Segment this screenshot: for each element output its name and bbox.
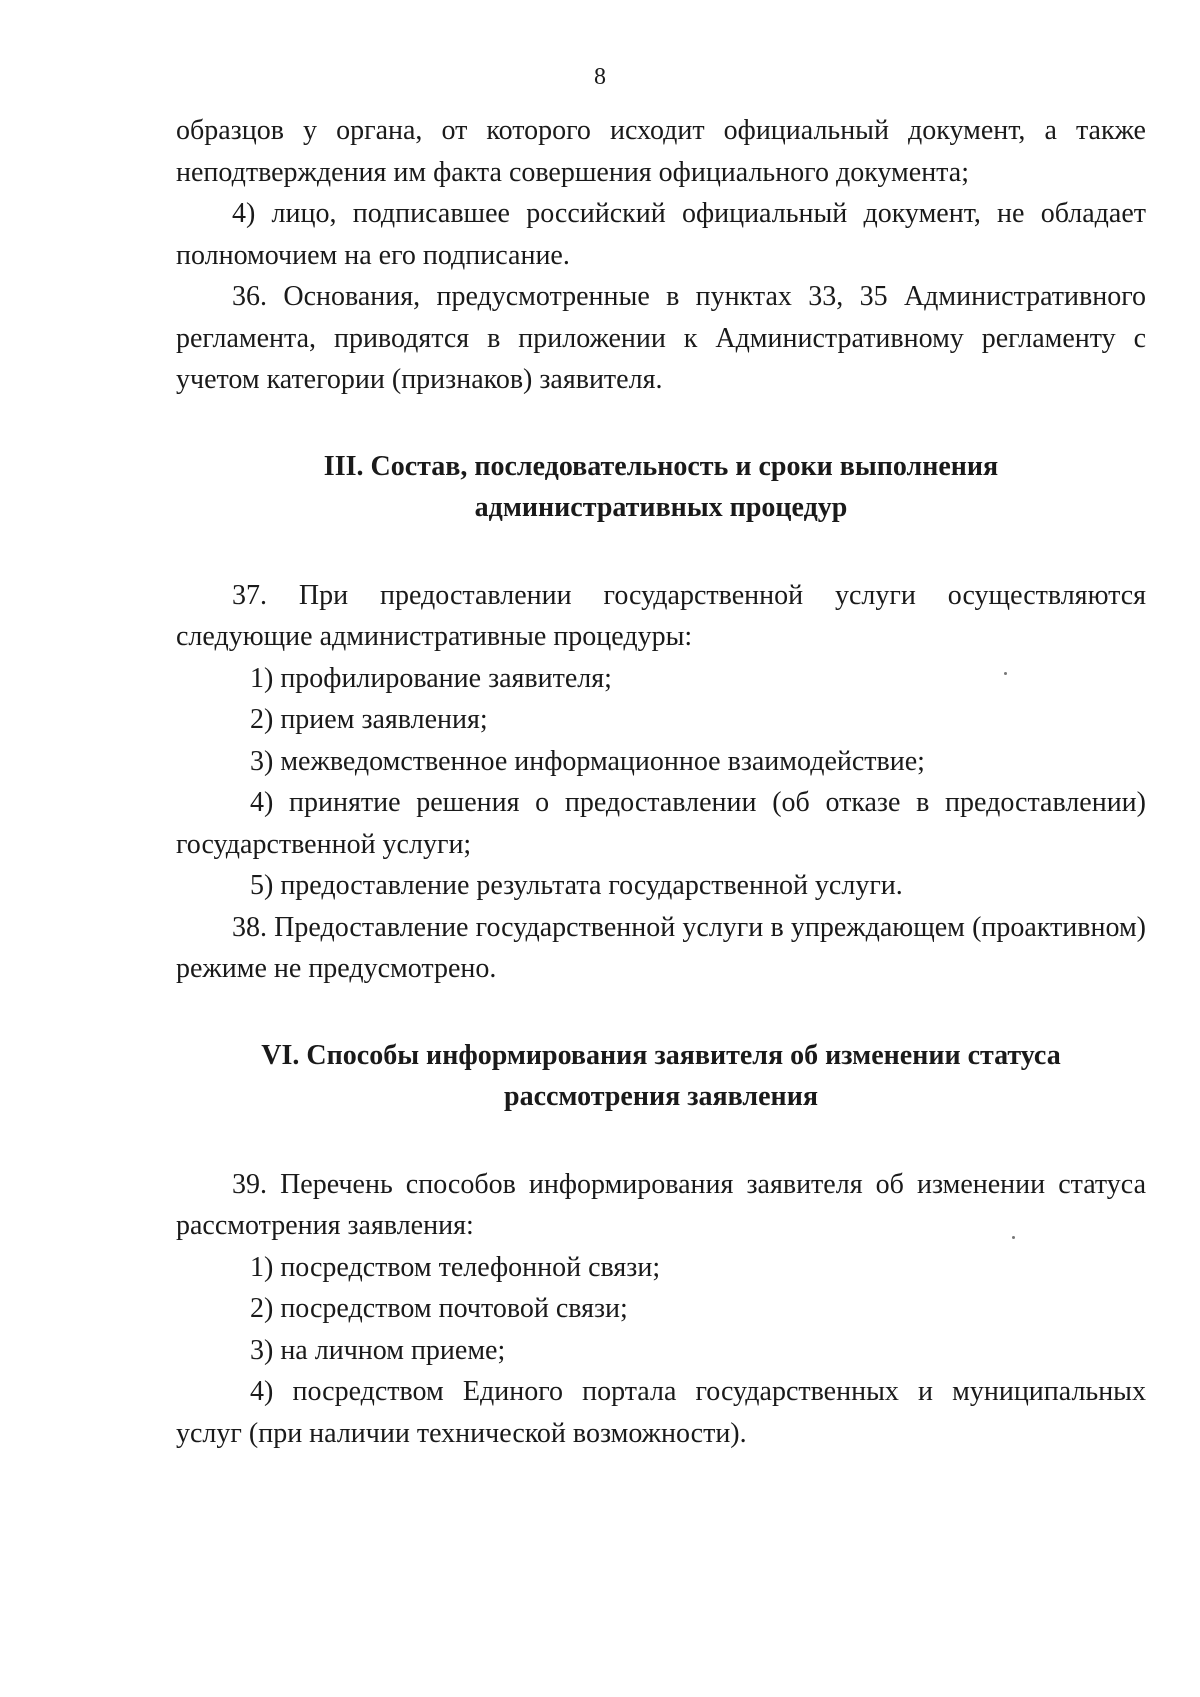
procedure-item-2: 2) прием заявления; xyxy=(250,704,488,735)
procedure-item-1: 1) профилирование заявителя; xyxy=(250,662,612,694)
paragraph-37: 37. При предоставлении государственной услуги осуществляются следующие административные процедуры: xyxy=(176,579,1146,652)
section-3-heading-line1: III. Состав, последовательность и сроки выполнения xyxy=(323,450,999,482)
paragraph-continuation: образцов у органа, от которого исходит официальный документ, а также неподтверждения им факта совершения официального документа; xyxy=(176,115,1146,188)
paragraph-39: 39. Перечень способов информирования заявителя об изменении статуса рассмотрения заявления: xyxy=(176,1168,1146,1241)
method-item-3: 3) на личном приеме; xyxy=(250,1334,506,1366)
method-item-1: 1) посредством телефонной связи; xyxy=(250,1251,661,1283)
document-body xyxy=(176,110,1146,1454)
page-number: 8 xyxy=(594,64,606,90)
procedure-item-3: 3) межведомственное информационное взаимодействие; xyxy=(250,745,925,777)
paragraph-38: 38. Предоставление государственной услуги в упреждающем (проактивном) режиме не предусмотрено. xyxy=(176,911,1146,984)
section-3-heading xyxy=(176,446,1146,529)
method-item-4: 4) посредством Единого портала государственных и муниципальных услуг (при наличии технической возможности). xyxy=(176,1376,1146,1449)
paragraph-item-4-signatory: 4) лицо, подписавшее российский официальный документ, не обладает полномочием на его подписание. xyxy=(176,198,1146,271)
procedure-item-4: 4) принятие решения о предоставлении (об отказе в предоставлении) государственной услуги; xyxy=(176,787,1146,860)
section-6-heading-line2: рассмотрения заявления xyxy=(504,1081,818,1112)
scan-speck xyxy=(1012,1236,1015,1239)
method-item-2: 2) посредством почтовой связи; xyxy=(250,1293,628,1324)
section-6-heading-line1: VI. Способы информирования заявителя об изменении статуса xyxy=(261,1039,1061,1071)
section-6-heading xyxy=(176,1035,1146,1118)
procedure-item-5: 5) предоставление результата государственной услуги. xyxy=(250,870,903,901)
section-3-heading-line2: административных процедур xyxy=(474,492,848,523)
scan-speck xyxy=(1004,672,1007,675)
paragraph-36: 36. Основания, предусмотренные в пунктах 33, 35 Административного регламента, приводятся в приложении к Административному регламенту с учетом категории (признаков) заявителя. xyxy=(176,281,1146,395)
